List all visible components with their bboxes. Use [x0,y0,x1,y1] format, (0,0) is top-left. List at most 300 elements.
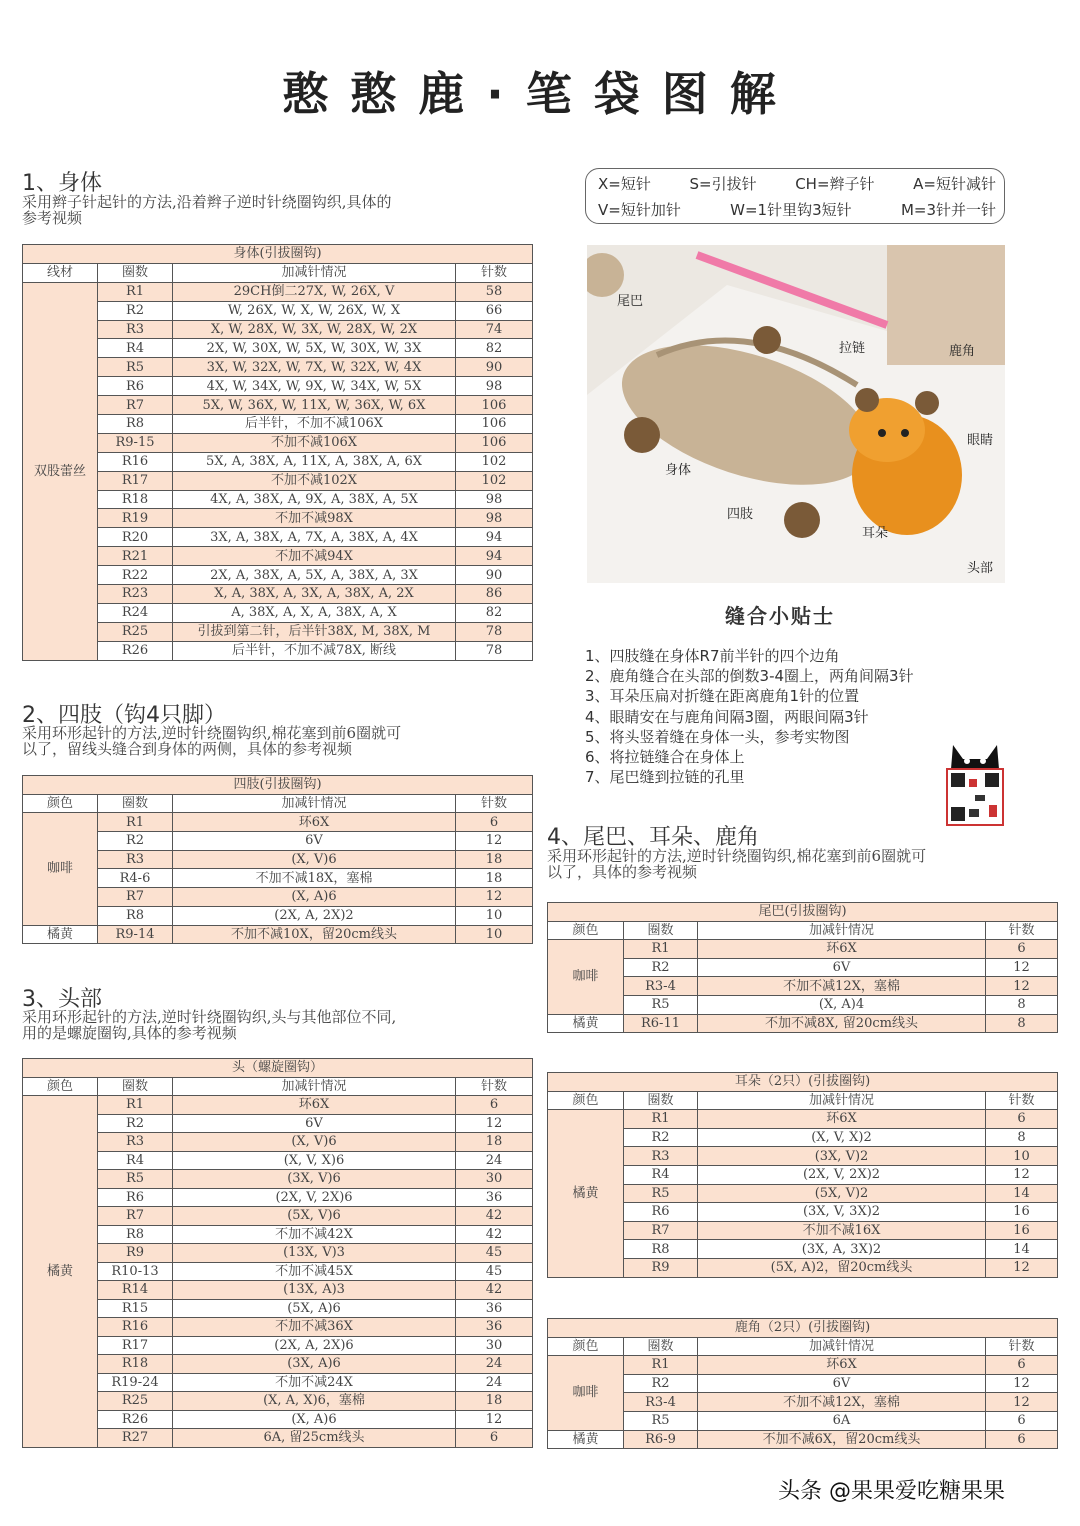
instruction-cell: (X, A)6 [173,888,456,907]
stitch-count-cell: 78 [456,641,533,660]
desc-line: 以了，具体的参考视频 [547,863,698,881]
table-row [23,1373,533,1392]
stitch-count-cell: 8 [986,1128,1058,1147]
round-cell: R1 [98,1096,173,1115]
table-row [548,1356,1058,1375]
yarn-group-cell: 咖啡 [23,813,98,925]
column-header: 加减针情况 [173,263,456,282]
table-row [23,1392,533,1411]
table-row [23,869,533,888]
round-cell: R24 [98,603,173,622]
yarn-group-cell: 橘黄 [23,925,98,944]
instruction-cell: 不加不减106X [173,433,456,452]
yarn-group-cell: 橘黄 [548,1110,624,1277]
round-cell: R25 [98,622,173,641]
label-head: 头部 [967,561,994,576]
stitch-count-cell: 18 [456,850,533,869]
stitch-count-cell: 12 [456,888,533,907]
table-row [23,1114,533,1133]
desc-line: 采用环形起针的方法,逆时针绕圈钩织,棉花塞到前6圈就可 [22,724,402,742]
stitch-count-cell: 12 [986,1393,1058,1412]
column-header: 线材 [23,263,98,282]
instruction-cell: 后半针，不加不减106X [173,415,456,434]
round-cell: R9 [624,1258,698,1277]
instruction-cell: 不加不减98X [173,509,456,528]
stitch-count-cell: 6 [986,1110,1058,1129]
round-cell: R23 [98,585,173,604]
tip-item: 1、四肢缝在身体R7前半针的四个边角 [585,647,840,665]
instruction-cell: 6A [698,1411,986,1430]
tip-item: 5、将头竖着缝在身体一头，参考实物图 [585,727,850,746]
table-row [23,566,533,585]
table-row [548,1147,1058,1166]
instruction-cell: 环6X [698,1110,986,1129]
instruction-cell: (5X, A)6 [173,1299,456,1318]
label-eye: 眼睛 [967,433,994,448]
instruction-cell: 环6X [173,813,456,832]
table-row [548,940,1058,959]
stitch-count-cell: 36 [456,1318,533,1337]
tip-item: 4、眼睛安在与鹿角间隔3圈，两眼间隔3针 [585,707,869,726]
table-row [23,377,533,396]
label-limb: 四肢 [727,507,754,522]
table-row [23,1410,533,1429]
legend-item: V=短针加针 [598,201,681,219]
stitch-count-cell: 12 [986,958,1058,977]
instruction-cell: (13X, A)3 [173,1281,456,1300]
instruction-cell: 4X, W, 34X, W, 9X, W, 34X, W, 5X [173,377,456,396]
tip-item: 7、尾巴缝到拉链的孔里 [585,768,745,787]
stitch-count-cell: 24 [456,1355,533,1374]
round-cell: R4 [98,339,173,358]
round-cell: R1 [98,282,173,301]
round-cell: R21 [98,547,173,566]
stitch-count-cell: 66 [456,301,533,320]
legend-item: W=1针里钩3短针 [730,201,852,219]
column-header: 加减针情况 [698,921,986,940]
column-header: 针数 [456,1077,533,1096]
table-row [23,888,533,907]
round-cell: R2 [98,1114,173,1133]
table-row [23,832,533,851]
round-cell: R9-15 [98,433,173,452]
table-row [23,320,533,339]
table-row [23,547,533,566]
label-antler: 鹿角 [949,344,976,359]
table-row [548,1240,1058,1259]
head-table [22,1058,533,1448]
stitch-count-cell: 10 [986,1147,1058,1166]
table-header-row [548,921,1058,940]
legend-item: CH=辫子针 [795,175,875,193]
stitch-count-cell: 94 [456,528,533,547]
instruction-cell: 6V [698,958,986,977]
round-cell: R6 [98,1188,173,1207]
column-header: 加减针情况 [173,794,456,813]
stitch-count-cell: 14 [986,1240,1058,1259]
round-cell: R20 [98,528,173,547]
instruction-cell: (5X, A)2，留20cm线头 [698,1258,986,1277]
table-row [23,1188,533,1207]
instruction-cell: (2X, V, 2X)2 [698,1165,986,1184]
table-row [548,1374,1058,1393]
instruction-cell: 不加不减10X，留20cm线头 [173,925,456,944]
section-limbs-desc [22,725,401,757]
round-cell: R16 [98,452,173,471]
table-row [23,906,533,925]
round-cell: R5 [624,1411,698,1430]
table-title: 头（螺旋圈钩） [23,1059,533,1078]
yarn-group-cell: 橘黄 [548,1430,624,1449]
round-cell: R4 [98,1151,173,1170]
table-row [548,1128,1058,1147]
instruction-cell: 不加不减16X [698,1221,986,1240]
column-header: 圈数 [98,263,173,282]
stitch-count-cell: 106 [456,433,533,452]
table-row [23,1096,533,1115]
table-row [23,925,533,944]
stitch-legend [585,168,1005,224]
instruction-cell: 5X, A, 38X, A, 11X, A, 38X, A, 6X [173,452,456,471]
section-body-heading: 1、身体 [22,171,102,196]
instruction-cell: 不加不减24X [173,1373,456,1392]
table-header-row [548,1337,1058,1356]
yarn-group-cell: 咖啡 [548,940,624,1014]
stitch-count-cell: 24 [456,1373,533,1392]
stitch-count-cell: 90 [456,566,533,585]
round-cell: R7 [624,1221,698,1240]
instruction-cell: 不加不减18X，塞棉 [173,869,456,888]
table-title: 身体(引拔圈钩) [23,245,533,264]
table-row [548,1203,1058,1222]
instruction-cell: 29CH倒二27X, W, 26X, V [173,282,456,301]
stitch-count-cell: 94 [456,547,533,566]
instruction-cell: (2X, V, 2X)6 [173,1188,456,1207]
qr-code [945,745,1005,828]
tip-item: 6、将拉链缝合在身体上 [585,748,745,767]
round-cell: R5 [624,1184,698,1203]
table-row [23,1318,533,1337]
table-row [23,603,533,622]
stitch-count-cell: 8 [986,995,1058,1014]
table-row [548,1110,1058,1129]
round-cell: R9-14 [98,925,173,944]
instruction-cell: 不加不减45X [173,1262,456,1281]
round-cell: R7 [98,396,173,415]
stitch-count-cell: 12 [986,1258,1058,1277]
instruction-cell: 环6X [173,1096,456,1115]
instruction-cell: 环6X [698,1356,986,1375]
instruction-cell: X, W, 28X, W, 3X, W, 28X, W, 2X [173,320,456,339]
instruction-cell: 6V [173,1114,456,1133]
round-cell: R19-24 [98,1373,173,1392]
tip-item: 3、耳朵压扁对折缝在距离鹿角1针的位置 [585,687,860,706]
table-row [548,1411,1058,1430]
round-cell: R6-11 [624,1014,698,1033]
section-body-desc [22,194,392,226]
product-photo [587,245,1005,583]
table-row [23,358,533,377]
desc-line: 以了，留线头缝合到身体的两侧，具体的参考视频 [22,740,353,758]
table-row [23,850,533,869]
round-cell: R27 [98,1429,173,1448]
instruction-cell: 后半针，不加不减78X, 断线 [173,641,456,660]
round-cell: R1 [624,1110,698,1129]
round-cell: R8 [98,906,173,925]
round-cell: R1 [624,940,698,959]
table-row [23,396,533,415]
round-cell: R3 [98,1133,173,1152]
table-row [548,958,1058,977]
instruction-cell: (3X, A)6 [173,1355,456,1374]
instruction-cell: (3X, A, 3X)2 [698,1240,986,1259]
round-cell: R22 [98,566,173,585]
stitch-count-cell: 16 [986,1221,1058,1240]
table-header-row [23,263,533,282]
table-row [23,490,533,509]
instruction-cell: (X, A)4 [698,995,986,1014]
instruction-cell: 2X, W, 30X, W, 5X, W, 30X, W, 3X [173,339,456,358]
stitch-count-cell: 6 [986,1356,1058,1375]
round-cell: R16 [98,1318,173,1337]
stitch-count-cell: 78 [456,622,533,641]
table-row [548,995,1058,1014]
ears-table [547,1072,1058,1278]
round-cell: R4-6 [98,869,173,888]
instruction-cell: 4X, A, 38X, A, 9X, A, 38X, A, 5X [173,490,456,509]
stitch-count-cell: 30 [456,1336,533,1355]
stitch-count-cell: 8 [986,1014,1058,1033]
yarn-group-cell: 双股蕾丝 [23,282,98,660]
instruction-cell: 6V [698,1374,986,1393]
desc-line: 采用环形起针的方法,逆时针绕圈钩织,棉花塞到前6圈就可 [547,847,927,865]
table-title: 耳朵（2只）(引拔圈钩) [548,1073,1058,1092]
stitch-count-cell: 30 [456,1170,533,1189]
table-title-row [548,903,1058,922]
column-header: 颜色 [23,1077,98,1096]
table-row [23,415,533,434]
instruction-cell: W, 26X, W, X, W, 26X, W, X [173,301,456,320]
round-cell: R1 [624,1356,698,1375]
instruction-cell: 不加不减12X，塞棉 [698,977,986,996]
stitch-count-cell: 86 [456,585,533,604]
round-cell: R6-9 [624,1430,698,1449]
round-cell: R8 [98,415,173,434]
table-row [548,1258,1058,1277]
label-ear: 耳朵 [862,526,889,541]
instruction-cell: (X, V)6 [173,850,456,869]
table-row [23,471,533,490]
round-cell: R8 [98,1225,173,1244]
table-row [23,528,533,547]
instruction-cell: 2X, A, 38X, A, 5X, A, 38X, A, 3X [173,566,456,585]
column-header: 圈数 [98,1077,173,1096]
column-header: 针数 [456,263,533,282]
tips-title: 缝合小贴士 [725,604,835,628]
stitch-count-cell: 74 [456,320,533,339]
column-header: 颜色 [23,794,98,813]
instruction-cell: (5X, V)6 [173,1207,456,1226]
table-row [23,1281,533,1300]
column-header: 圈数 [624,1091,698,1110]
stitch-count-cell: 45 [456,1262,533,1281]
table-row [23,1225,533,1244]
table-row [548,1221,1058,1240]
instruction-cell: 不加不减42X [173,1225,456,1244]
desc-line: 采用环形起针的方法,逆时针绕圈钩织,头与其他部位不同, [22,1008,397,1026]
stitch-count-cell: 12 [456,832,533,851]
column-header: 颜色 [548,1091,624,1110]
instruction-cell: A, 38X, A, X, A, 38X, A, X [173,603,456,622]
table-title-row [23,776,533,795]
table-row [23,282,533,301]
instruction-cell: X, A, 38X, A, 3X, A, 38X, A, 2X [173,585,456,604]
column-header: 针数 [456,794,533,813]
round-cell: R18 [98,490,173,509]
instruction-cell: 3X, W, 32X, W, 7X, W, 32X, W, 4X [173,358,456,377]
stitch-count-cell: 18 [456,1392,533,1411]
table-row [23,1170,533,1189]
column-header: 加减针情况 [698,1337,986,1356]
tips-list [585,646,914,787]
table-row [23,1355,533,1374]
instruction-cell: (13X, V)3 [173,1244,456,1263]
footer-watermark: 头条 @果果爱吃糖果果 [778,1479,1005,1504]
deer-pencil-case-illustration [587,245,1005,583]
instruction-cell: 不加不减12X，塞棉 [698,1393,986,1412]
body-table [22,244,533,661]
instruction-cell: (X, V, X)2 [698,1128,986,1147]
instruction-cell: 5X, W, 36X, W, 11X, W, 36X, W, 6X [173,396,456,415]
stitch-count-cell: 106 [456,415,533,434]
table-row [23,339,533,358]
round-cell: R3 [624,1147,698,1166]
table-header-row [23,794,533,813]
column-header: 圈数 [624,1337,698,1356]
round-cell: R18 [98,1355,173,1374]
table-row [23,509,533,528]
table-title: 尾巴(引拔圈钩) [548,903,1058,922]
label-tail: 尾巴 [617,294,644,309]
stitch-count-cell: 58 [456,282,533,301]
yarn-group-cell: 橘黄 [23,1096,98,1448]
round-cell: R6 [98,377,173,396]
table-title-row [23,245,533,264]
column-header: 颜色 [548,1337,624,1356]
table-row [548,977,1058,996]
instruction-cell: 6A, 留25cm线头 [173,1429,456,1448]
stitch-count-cell: 12 [456,1410,533,1429]
stitch-count-cell: 42 [456,1225,533,1244]
table-title-row [548,1073,1058,1092]
stitch-count-cell: 98 [456,490,533,509]
round-cell: R2 [98,301,173,320]
yarn-group-cell: 橘黄 [548,1014,624,1033]
stitch-count-cell: 12 [456,1114,533,1133]
section-tail-desc [547,848,926,880]
stitch-count-cell: 14 [986,1184,1058,1203]
stitch-count-cell: 82 [456,603,533,622]
stitch-count-cell: 45 [456,1244,533,1263]
table-row [23,1336,533,1355]
table-row [23,1207,533,1226]
round-cell: R3 [98,850,173,869]
column-header: 颜色 [548,921,624,940]
round-cell: R26 [98,1410,173,1429]
stitch-count-cell: 42 [456,1281,533,1300]
instruction-cell: 不加不减102X [173,471,456,490]
round-cell: R2 [624,958,698,977]
stitch-count-cell: 98 [456,377,533,396]
table-row [23,585,533,604]
round-cell: R4 [624,1165,698,1184]
table-row [23,813,533,832]
stitch-count-cell: 102 [456,471,533,490]
round-cell: R25 [98,1392,173,1411]
instruction-cell: (X, A)6 [173,1410,456,1429]
column-header: 加减针情况 [173,1077,456,1096]
round-cell: R5 [98,358,173,377]
desc-line: 用的是螺旋圈钩,具体的参考视频 [22,1024,237,1042]
antlers-table [547,1318,1058,1449]
round-cell: R10-13 [98,1262,173,1281]
round-cell: R17 [98,1336,173,1355]
instruction-cell: (3X, V)6 [173,1170,456,1189]
table-row [548,1430,1058,1449]
legend-item: S=引拔针 [689,175,757,193]
stitch-count-cell: 98 [456,509,533,528]
table-title-row [548,1319,1058,1338]
label-body: 身体 [665,463,692,478]
stitch-count-cell: 102 [456,452,533,471]
round-cell: R3-4 [624,1393,698,1412]
instruction-cell: 6V [173,832,456,851]
round-cell: R3-4 [624,977,698,996]
round-cell: R5 [624,995,698,1014]
stitch-count-cell: 6 [986,1430,1058,1449]
stitch-count-cell: 16 [986,1203,1058,1222]
table-row [548,1014,1058,1033]
section-head-desc [22,1009,396,1041]
table-row [23,433,533,452]
stitch-count-cell: 6 [986,1411,1058,1430]
table-title: 鹿角（2只）(引拔圈钩) [548,1319,1058,1338]
label-zipper: 拉链 [839,341,866,356]
round-cell: R15 [98,1299,173,1318]
stitch-count-cell: 6 [986,940,1058,959]
instruction-cell: 引拔到第二针，后半针38X, M, 38X, M [173,622,456,641]
column-header: 针数 [986,921,1058,940]
column-header: 圈数 [624,921,698,940]
column-header: 针数 [986,1091,1058,1110]
round-cell: R26 [98,641,173,660]
stitch-count-cell: 106 [456,396,533,415]
round-cell: R19 [98,509,173,528]
table-title: 四肢(引拔圈钩) [23,776,533,795]
instruction-cell: (2X, A, 2X)2 [173,906,456,925]
instruction-cell: 3X, A, 38X, A, 7X, A, 38X, A, 4X [173,528,456,547]
section-limbs-heading: 2、四肢（钩4只脚） [22,703,226,728]
stitch-count-cell: 6 [456,1429,533,1448]
stitch-count-cell: 10 [456,906,533,925]
yarn-group-cell: 咖啡 [548,1356,624,1430]
column-header: 加减针情况 [698,1091,986,1110]
stitch-count-cell: 90 [456,358,533,377]
section-head-heading: 3、头部 [22,987,102,1012]
stitch-count-cell: 6 [456,1096,533,1115]
instruction-cell: 不加不减36X [173,1318,456,1337]
stitch-count-cell: 12 [986,1374,1058,1393]
